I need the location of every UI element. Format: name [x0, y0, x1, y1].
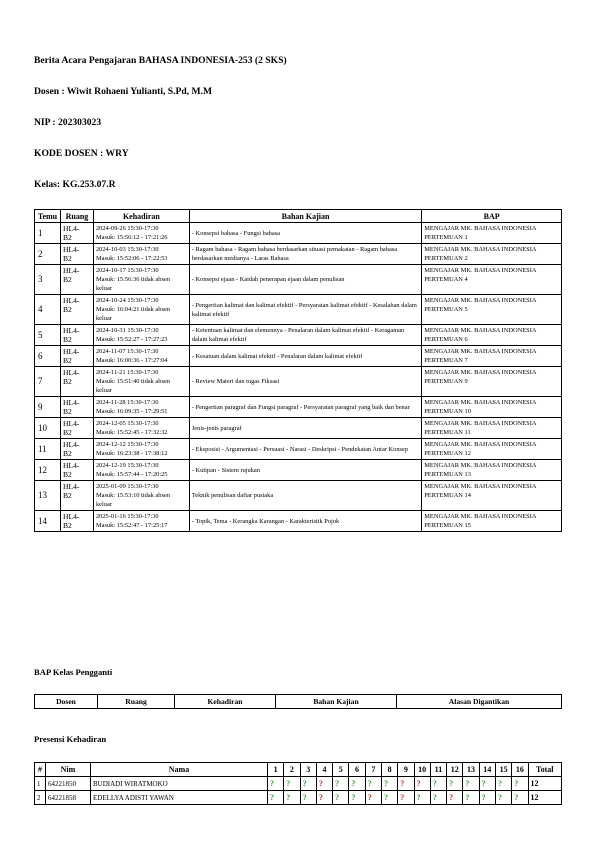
temu-cell: 11 [35, 439, 61, 460]
attendance-mark-cell [430, 777, 446, 791]
nip: NIP : 202303023 [34, 117, 102, 128]
attendance-mark-cell [447, 791, 463, 805]
masuk-time: Masuk: 15:57:44 - 17:20:25 [95, 471, 168, 478]
bap-pertemuan: PERTEMUAN 4 [424, 276, 468, 283]
ruang-cell: HL4- B2 [60, 295, 93, 325]
col-no: # [35, 763, 46, 777]
col-meeting-6: 6 [349, 763, 365, 777]
masuk-time: Masuk: 15:56:12 - 17:21:26 [95, 234, 168, 241]
bap-cell [422, 244, 562, 265]
attendance-mark: ? [335, 793, 340, 802]
nim-cell: 64221858 [46, 791, 91, 805]
dosen-name: Dosen : Wiwit Rohaeni Yulianti, S.Pd, M.M [34, 86, 213, 97]
schedule: 2024-12-19 15:30-17:30 [95, 462, 159, 469]
attendance-mark-cell [365, 791, 381, 805]
presensi-title: Presensi Kehadiran [34, 734, 107, 744]
ruang-cell: HL4- B2 [60, 439, 93, 460]
masuk-time: Masuk: 15:56:36 tidak absen keluar [95, 276, 170, 292]
table-header-row [35, 210, 562, 223]
col-meeting-15: 15 [495, 763, 511, 777]
ruang-cell: HL4- B2 [60, 346, 93, 367]
bahan-cell: Jenis-jenis paragraf [189, 418, 421, 439]
bap-cell [422, 295, 562, 325]
schedule: 2024-10-17 15:30-17:30 [95, 267, 159, 274]
bahan-cell: - Review Materi dan tugas Fiksasi [189, 367, 421, 397]
attendance-mark-cell [333, 777, 349, 791]
attendance-mark: ? [514, 779, 519, 788]
ruang-cell: HL4- B2 [60, 418, 93, 439]
attendance-mark-cell [463, 791, 479, 805]
bap-pertemuan: PERTEMUAN 14 [424, 492, 471, 499]
schedule: 2024-12-12 15:30-17:30 [95, 441, 159, 448]
masuk-time: Masuk: 16:04:21 tidak absen keluar [95, 306, 170, 322]
schedule: 2024-09-26 15:30-17:30 [95, 225, 159, 232]
col-meeting-14: 14 [479, 763, 495, 777]
bap-pertemuan: PERTEMUAN 10 [424, 408, 471, 415]
attendance-mark: ? [400, 779, 405, 788]
ruang-cell: HL4- B2 [60, 244, 93, 265]
table-row [35, 481, 562, 511]
col-meeting-1: 1 [268, 763, 284, 777]
bap-pertemuan: PERTEMUAN 13 [424, 471, 471, 478]
ruang-cell: HL4- B2 [60, 481, 93, 511]
bap-cell [422, 511, 562, 532]
attendance-mark: ? [465, 793, 470, 802]
attendance-mark: ? [449, 779, 454, 788]
bap-line: MENGAJAR MK. BAHASA INDONESIA [424, 399, 537, 406]
attendance-mark: ? [302, 779, 307, 788]
teaching-record-table [34, 209, 562, 532]
temu-cell: 7 [35, 367, 61, 397]
temu-cell: 14 [35, 511, 61, 532]
bap-pertemuan: PERTEMUAN 15 [424, 522, 471, 529]
temu-cell: 5 [35, 325, 61, 346]
temu-cell: 10 [35, 418, 61, 439]
attendance-mark: ? [383, 779, 388, 788]
col-meeting-11: 11 [430, 763, 446, 777]
bap-pertemuan: PERTEMUAN 2 [424, 255, 468, 262]
bahan-cell: - Pengertian paragraf dan Fungsi paragraf - Persyaratan paragraf yang baik dan benar [189, 397, 421, 418]
bap-cell [422, 223, 562, 244]
attendance-mark-cell [512, 777, 528, 791]
kehadiran-cell [93, 346, 189, 367]
masuk-time: Masuk: 15:51:40 tidak absen keluar [95, 378, 170, 394]
schedule: 2024-11-28 15:30-17:30 [95, 399, 159, 406]
col-meeting-8: 8 [381, 763, 397, 777]
table-row [35, 265, 562, 295]
attendance-mark-cell [381, 777, 397, 791]
kode-dosen: KODE DOSEN : WRY [34, 148, 129, 159]
attendance-mark-cell [381, 791, 397, 805]
bahan-cell: - Topik, Tema - Kerangka Karangan - Karakteristik Pojok [189, 511, 421, 532]
attendance-mark: ? [465, 779, 470, 788]
kehadiran-cell [93, 223, 189, 244]
schedule: 2024-12-05 15:30-17:30 [95, 420, 159, 427]
bap-pertemuan: PERTEMUAN 7 [424, 357, 468, 364]
bap-pertemuan: PERTEMUAN 11 [424, 429, 471, 436]
attendance-header-row [35, 763, 562, 777]
attendance-mark: ? [286, 793, 291, 802]
bap-pertemuan: PERTEMUAN 12 [424, 450, 471, 457]
attendance-mark: ? [514, 793, 519, 802]
document-title: Berita Acara Pengajaran BAHASA INDONESIA-253 (2 SKS) [34, 55, 287, 66]
attendance-mark-cell [479, 791, 495, 805]
attendance-mark-cell [268, 791, 284, 805]
bahan-cell: Teknik penulisan daftar pustaka [189, 481, 421, 511]
schedule: 2024-11-21 15:30-17:30 [95, 369, 159, 376]
col-kehadiran: Kehadiran [175, 695, 276, 709]
attendance-mark-cell [398, 777, 414, 791]
table-row [35, 223, 562, 244]
attendance-mark: ? [302, 793, 307, 802]
bahan-cell: - Ragam bahasa - Ragam bahasa berdasarkan situasi pemakaian - Ragam bahasa berdasarkan medianya - Laras Bahasa [189, 244, 421, 265]
attendance-mark: ? [497, 793, 502, 802]
attendance-mark-cell [495, 791, 511, 805]
bahan-cell: - Eksposisi - Argumentasi - Persuasi - Narasi - Deskripsi - Pendekatan Antar Konsep [189, 439, 421, 460]
temu-cell: 13 [35, 481, 61, 511]
kehadiran-cell [93, 295, 189, 325]
table-row [35, 511, 562, 532]
bap-line: MENGAJAR MK. BAHASA INDONESIA [424, 513, 537, 520]
kehadiran-cell [93, 367, 189, 397]
bap-line: MENGAJAR MK. BAHASA INDONESIA [424, 348, 537, 355]
ruang-cell: HL4- B2 [60, 325, 93, 346]
bap-line: MENGAJAR MK. BAHASA INDONESIA [424, 483, 537, 490]
col-meeting-2: 2 [284, 763, 300, 777]
col-meeting-10: 10 [414, 763, 430, 777]
bap-cell [422, 325, 562, 346]
attendance-mark-cell [300, 791, 316, 805]
attendance-mark-cell [333, 791, 349, 805]
ruang-cell: HL4- B2 [60, 265, 93, 295]
table-row [35, 244, 562, 265]
pengganti-title: BAP Kelas Pengganti [34, 667, 113, 677]
attendance-mark: ? [497, 779, 502, 788]
ruang-cell: HL4- B2 [60, 511, 93, 532]
bap-line: MENGAJAR MK. BAHASA INDONESIA [424, 327, 537, 334]
attendance-mark: ? [351, 793, 356, 802]
kehadiran-cell [93, 265, 189, 295]
bap-cell [422, 439, 562, 460]
attendance-row [35, 791, 562, 805]
schedule: 2024-10-31 15:30-17:30 [95, 327, 159, 334]
attendance-mark-cell [268, 777, 284, 791]
table-row [35, 346, 562, 367]
no-cell: 1 [35, 777, 46, 791]
temu-cell: 6 [35, 346, 61, 367]
col-total: Total [528, 763, 562, 777]
schedule: 2024-10-24 15:30-17:30 [95, 297, 159, 304]
bahan-cell: - Ketentuan kalimat dan elemennya - Penalaran dalam kalimat efektif - Keragaman dalam kalimat efektif [189, 325, 421, 346]
col-bahan-kajian: Bahan Kajian [276, 695, 397, 709]
attendance-mark: ? [286, 779, 291, 788]
masuk-time: Masuk: 16:23:38 - 17:38:12 [95, 450, 168, 457]
bahan-cell: - Kesatuan dalam kalimat efektif - Penalaran dalam kalimat efektif [189, 346, 421, 367]
attendance-mark-cell [414, 791, 430, 805]
attendance-mark: ? [432, 793, 437, 802]
temu-cell: 4 [35, 295, 61, 325]
bap-cell [422, 346, 562, 367]
attendance-mark-cell [463, 777, 479, 791]
schedule: 2024-11-07 15:30-17:30 [95, 348, 159, 355]
temu-cell: 12 [35, 460, 61, 481]
col-nim: Nim [46, 763, 91, 777]
attendance-mark-cell [447, 777, 463, 791]
ruang-cell: HL4- B2 [60, 397, 93, 418]
attendance-row [35, 777, 562, 791]
bap-cell [422, 367, 562, 397]
attendance-mark: ? [416, 779, 421, 788]
attendance-mark-cell [316, 777, 332, 791]
bap-line: MENGAJAR MK. BAHASA INDONESIA [424, 441, 537, 448]
col-meeting-9: 9 [398, 763, 414, 777]
attendance-mark-cell [414, 777, 430, 791]
attendance-mark-cell [398, 791, 414, 805]
masuk-time: Masuk: 16:09:35 - 17:29:51 [95, 408, 168, 415]
bap-pertemuan: PERTEMUAN 6 [424, 336, 468, 343]
col-meeting-16: 16 [512, 763, 528, 777]
table-row [35, 439, 562, 460]
ruang-cell: HL4- B2 [60, 460, 93, 481]
bap-line: MENGAJAR MK. BAHASA INDONESIA [424, 246, 537, 253]
kehadiran-cell [93, 325, 189, 346]
attendance-mark: ? [432, 779, 437, 788]
attendance-mark: ? [318, 779, 323, 788]
kehadiran-cell [93, 418, 189, 439]
attendance-mark: ? [383, 793, 388, 802]
bap-cell [422, 481, 562, 511]
total-cell: 12 [528, 777, 562, 791]
schedule: 2025-01-09 15:30-17:30 [95, 483, 159, 490]
attendance-mark-cell [349, 777, 365, 791]
attendance-mark: ? [351, 779, 356, 788]
attendance-mark-cell [284, 777, 300, 791]
bap-cell [422, 418, 562, 439]
masuk-time: Masuk: 15:52:27 - 17:27:23 [95, 336, 168, 343]
bap-cell [422, 265, 562, 295]
kehadiran-cell [93, 397, 189, 418]
table-row [35, 397, 562, 418]
bahan-cell: - Konsepsi bahasa - Fungsi bahasa [189, 223, 421, 244]
ruang-cell: HL4- B2 [60, 367, 93, 397]
col-ruang: Ruang [98, 695, 175, 709]
attendance-mark: ? [335, 779, 340, 788]
kehadiran-cell [93, 439, 189, 460]
kelas: Kelas: KG.253.07.R [34, 179, 116, 190]
bahan-cell: - Pengertian kalimat dan kalimat efektif - Persyaratan kalimat efektif - Kesalahan dalam kalimat efektif [189, 295, 421, 325]
bap-line: MENGAJAR MK. BAHASA INDONESIA [424, 267, 537, 274]
col-alasan: Alasan Digantikan [397, 695, 562, 709]
attendance-mark-cell [479, 777, 495, 791]
ruang-cell: HL4- B2 [60, 223, 93, 244]
attendance-mark: ? [481, 793, 486, 802]
col-meeting-4: 4 [316, 763, 332, 777]
nim-cell: 64221850 [46, 777, 91, 791]
temu-cell: 9 [35, 397, 61, 418]
attendance-mark: ? [449, 793, 454, 802]
col-meeting-7: 7 [365, 763, 381, 777]
attendance-mark: ? [270, 779, 274, 788]
bahan-cell: - Konsepsi ejaan - Kaidah penerapan ejaan dalam penulisan [189, 265, 421, 295]
bahan-cell: - Kutipan - Sistem rujukan [189, 460, 421, 481]
attendance-mark-cell [495, 777, 511, 791]
bap-pertemuan: PERTEMUAN 1 [424, 234, 468, 241]
table-row [35, 295, 562, 325]
temu-cell: 1 [35, 223, 61, 244]
col-dosen: Dosen [35, 695, 98, 709]
attendance-mark-cell [512, 791, 528, 805]
col-meeting-5: 5 [333, 763, 349, 777]
masuk-time: Masuk: 15:52:45 - 17:32:32 [95, 429, 168, 436]
no-cell: 2 [35, 791, 46, 805]
kehadiran-cell [93, 460, 189, 481]
table-row [35, 325, 562, 346]
col-ruang: Ruang [60, 210, 93, 223]
masuk-time: Masuk: 15:52:06 - 17:22:53 [95, 255, 168, 262]
bap-line: MENGAJAR MK. BAHASA INDONESIA [424, 369, 537, 376]
bap-cell [422, 397, 562, 418]
attendance-mark: ? [270, 793, 274, 802]
attendance-mark-cell [349, 791, 365, 805]
temu-cell: 3 [35, 265, 61, 295]
attendance-mark: ? [318, 793, 323, 802]
col-bahan-kajian: Bahan Kajian [189, 210, 421, 223]
temu-cell: 2 [35, 244, 61, 265]
table-row [35, 460, 562, 481]
bap-line: MENGAJAR MK. BAHASA INDONESIA [424, 297, 537, 304]
kehadiran-cell [93, 244, 189, 265]
attendance-mark: ? [367, 779, 372, 788]
nama-cell: EDELLYA ADISTI YAWAN [91, 791, 268, 805]
bap-pertemuan: PERTEMUAN 9 [424, 378, 468, 385]
attendance-mark-cell [365, 777, 381, 791]
col-bap: BAP [422, 210, 562, 223]
nama-cell: BUDIADI WIRATMOKO [91, 777, 268, 791]
attendance-table [34, 762, 562, 805]
attendance-mark-cell [430, 791, 446, 805]
col-meeting-3: 3 [300, 763, 316, 777]
attendance-mark: ? [367, 793, 372, 802]
schedule: 2025-01-16 15:30-17:30 [95, 513, 159, 520]
pengganti-table [34, 694, 562, 709]
attendance-mark: ? [416, 793, 421, 802]
masuk-time: Masuk: 15:53:10 tidak absen keluar [95, 492, 170, 508]
total-cell: 12 [528, 791, 562, 805]
masuk-time: Masuk: 16:00:36 - 17:27:04 [95, 357, 168, 364]
attendance-mark: ? [481, 779, 486, 788]
bap-cell [422, 460, 562, 481]
attendance-mark-cell [316, 791, 332, 805]
pengganti-header-row [35, 695, 562, 709]
kehadiran-cell [93, 481, 189, 511]
table-row [35, 367, 562, 397]
bap-line: MENGAJAR MK. BAHASA INDONESIA [424, 420, 537, 427]
col-kehadiran: Kehadiran [93, 210, 189, 223]
bap-line: MENGAJAR MK. BAHASA INDONESIA [424, 225, 537, 232]
col-nama: Nama [91, 763, 268, 777]
col-meeting-12: 12 [447, 763, 463, 777]
masuk-time: Masuk: 15:52:47 - 17:25:17 [95, 522, 168, 529]
col-temu: Temu [35, 210, 61, 223]
bap-pertemuan: PERTEMUAN 5 [424, 306, 468, 313]
kehadiran-cell [93, 511, 189, 532]
bap-line: MENGAJAR MK. BAHASA INDONESIA [424, 462, 537, 469]
col-meeting-13: 13 [463, 763, 479, 777]
attendance-mark: ? [400, 793, 405, 802]
attendance-mark-cell [300, 777, 316, 791]
attendance-mark-cell [284, 791, 300, 805]
schedule: 2024-10-03 15:30-17:30 [95, 246, 159, 253]
table-row [35, 418, 562, 439]
